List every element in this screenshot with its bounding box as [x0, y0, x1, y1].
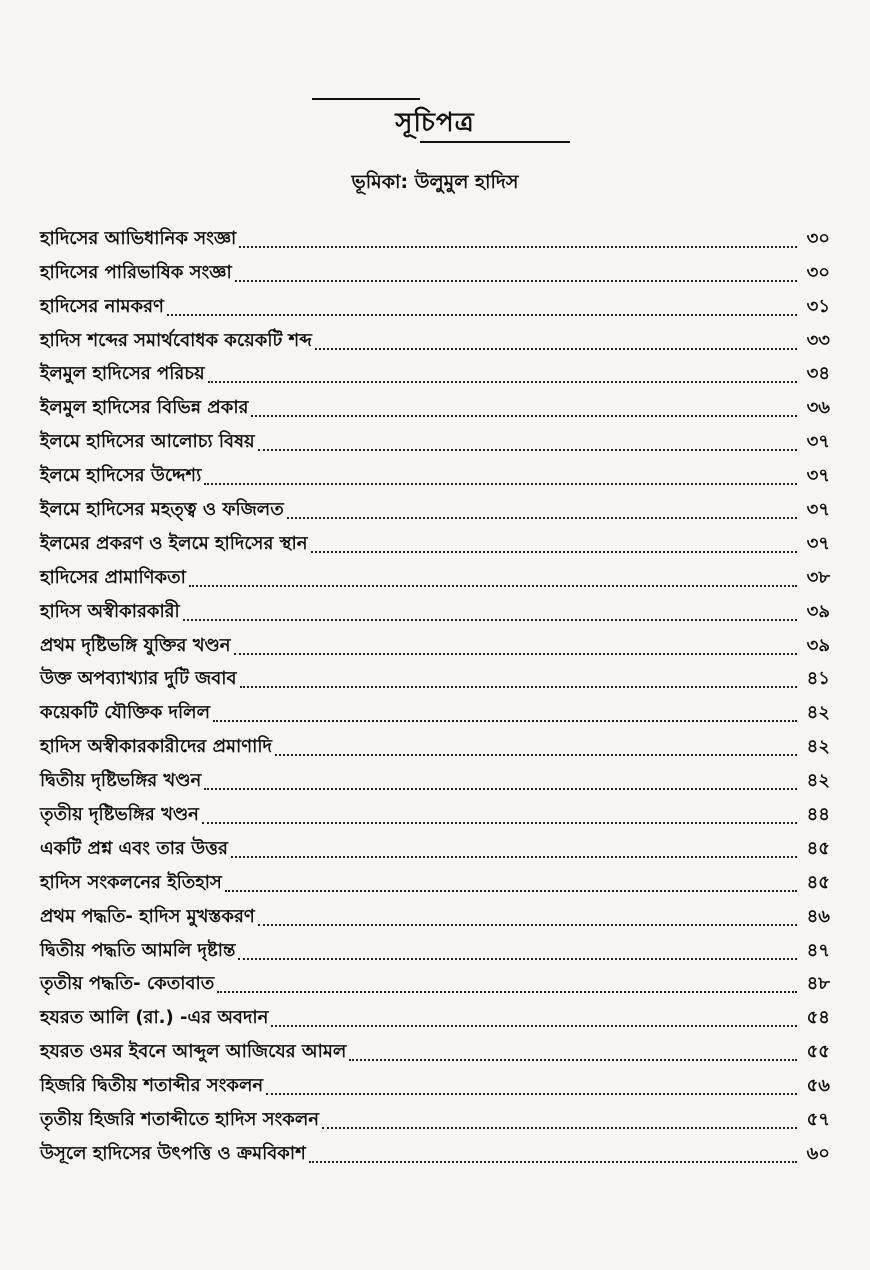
toc-entry	[40, 221, 830, 255]
toc-dot-leader	[213, 720, 797, 722]
bleed-through-text	[270, 34, 274, 50]
section-heading: ভূমিকা: উলুমুল হাদিস	[351, 171, 519, 193]
toc-entry	[40, 729, 830, 763]
toc-entry-title: হিজরি দ্বিতীয় শতাব্দীর সংকলন	[40, 1075, 264, 1097]
toc-entry-title: কয়েকটি যৌক্তিক দলিল	[40, 702, 210, 724]
toc-entry-page: ৫৭	[806, 1109, 830, 1131]
toc-entry-title: প্রথম দৃষ্টিভঙ্গি যুক্তির খণ্ডন	[40, 634, 231, 656]
toc-dot-leader	[235, 280, 797, 282]
toc-entry	[40, 424, 830, 458]
toc-dot-leader	[309, 1161, 797, 1163]
toc-dot-leader	[322, 1127, 797, 1129]
toc-entry-page: ৫৬	[806, 1075, 830, 1097]
toc-entry	[40, 289, 830, 323]
toc-dot-leader	[202, 822, 797, 824]
toc-dot-leader	[315, 348, 797, 350]
toc-entry-page: ৪৫	[806, 837, 830, 859]
toc-dot-leader	[240, 686, 797, 688]
toc-entry-page: ৩৭	[806, 532, 830, 554]
toc-dot-leader	[238, 958, 797, 960]
toc-entry-title: হাদিস অস্বীকারকারীদের প্রমাণাদি	[40, 736, 272, 758]
toc-entry-page: ৩০	[806, 261, 830, 283]
toc-entry-title: ইলমের প্রকরণ ও ইলমে হাদিসের স্থান	[40, 532, 308, 554]
toc-entry-page: ৫৫	[806, 1041, 830, 1063]
toc-entry	[40, 865, 830, 899]
toc-entry-title: তৃতীয় হিজরি শতাব্দীতে হাদিস সংকলন	[40, 1109, 320, 1131]
toc-entry-title: দ্বিতীয় দৃষ্টিভঙ্গির খণ্ডন	[40, 770, 202, 792]
toc-entry-page: ৩৪	[806, 363, 830, 385]
toc-entry-page: ৪৫	[806, 871, 830, 893]
toc-entry-page: ৩০	[806, 227, 830, 249]
toc-entry-title: তৃতীয় পদ্ধতি- কেতাবাত	[40, 973, 215, 995]
title-rule-bottom	[420, 141, 570, 143]
toc-dot-leader	[258, 449, 797, 451]
toc-entry	[40, 695, 830, 729]
table-of-contents	[40, 221, 830, 1170]
toc-entry	[40, 662, 830, 696]
toc-entry	[40, 357, 830, 391]
toc-entry-page: ৪২	[806, 736, 830, 758]
title-rule-top	[312, 98, 420, 100]
toc-entry	[40, 797, 830, 831]
toc-entry-page: ৬০	[806, 1142, 830, 1164]
toc-entry-title: হাদিসের নামকরণ	[40, 295, 164, 317]
toc-entry-title: হাদিসের পারিভাষিক সংজ্ঞা	[40, 261, 232, 283]
toc-entry-title: একটি প্রশ্ন এবং তার উত্তর	[40, 837, 228, 859]
toc-dot-leader	[271, 1025, 797, 1027]
toc-entry	[40, 492, 830, 526]
toc-dot-leader	[231, 856, 797, 858]
toc-entry-title: হযরত ওমর ইবনে আব্দুল আজিযের আমল	[40, 1041, 347, 1063]
toc-entry	[40, 560, 830, 594]
toc-entry-title: হযরত আলি (রা.) -এর অবদান	[40, 1007, 269, 1029]
toc-entry	[40, 458, 830, 492]
toc-entry	[40, 390, 830, 424]
toc-dot-leader	[204, 483, 797, 485]
toc-entry-page: ৩৯	[806, 600, 830, 622]
toc-entry	[40, 899, 830, 933]
toc-entry-title: হাদিস সংকলনের ইতিহাস	[40, 871, 222, 893]
toc-dot-leader	[208, 381, 797, 383]
toc-entry-title: ইলমুল হাদিসের বিভিন্ন প্রকার	[40, 397, 249, 419]
toc-entry	[40, 1102, 830, 1136]
toc-entry	[40, 323, 830, 357]
toc-entry-title: হাদিস অস্বীকারকারী	[40, 600, 180, 622]
toc-entry	[40, 1000, 830, 1034]
toc-dot-leader	[311, 551, 798, 553]
toc-entry-page: ৫৪	[806, 1007, 830, 1029]
toc-dot-leader	[204, 788, 797, 790]
toc-entry-page: ৩৭	[806, 465, 830, 487]
toc-dot-leader	[239, 246, 797, 248]
toc-entry	[40, 967, 830, 1001]
toc-dot-leader	[275, 754, 797, 756]
toc-entry-title: উক্ত অপব্যাখ্যার দুটি জবাব	[40, 668, 237, 690]
toc-entry	[40, 1068, 830, 1102]
toc-entry-page: ৩৭	[806, 431, 830, 453]
toc-entry-title: ইলমে হাদিসের আলোচ্য বিষয়	[40, 431, 255, 453]
toc-entry-page: ৩৬	[806, 397, 830, 419]
toc-entry	[40, 1034, 830, 1068]
toc-entry-page: ৩৩	[806, 329, 830, 351]
toc-dot-leader	[217, 991, 797, 993]
toc-dot-leader	[234, 653, 797, 655]
toc-dot-leader	[251, 415, 797, 417]
toc-dot-leader	[258, 924, 797, 926]
toc-entry-title: ইলমুল হাদিসের পরিচয়	[40, 363, 205, 385]
toc-entry-page: ৪৬	[806, 905, 830, 927]
toc-entry-title: প্রথম পদ্ধতি- হাদিস মুখস্তকরণ	[40, 905, 255, 927]
toc-entry-page: ৪৮	[806, 973, 830, 995]
toc-dot-leader	[225, 890, 797, 892]
toc-entry-title: উসূলে হাদিসের উৎপত্তি ও ক্রমবিকাশ	[40, 1142, 306, 1164]
toc-dot-leader	[189, 585, 797, 587]
toc-entry	[40, 933, 830, 967]
toc-entry-page: ৩৯	[806, 634, 830, 656]
toc-entry-title: হাদিসের প্রামাণিকতা	[40, 566, 186, 588]
toc-entry-page: ৩১	[806, 295, 830, 317]
toc-dot-leader	[287, 517, 797, 519]
toc-entry	[40, 831, 830, 865]
toc-entry	[40, 1136, 830, 1170]
toc-entry-title: তৃতীয় দৃষ্টিভঙ্গির খণ্ডন	[40, 804, 199, 826]
toc-dot-leader	[349, 1059, 797, 1061]
toc-entry-title: ইলমে হাদিসের উদ্দেশ্য	[40, 465, 202, 487]
toc-entry-page: ৪২	[806, 702, 830, 724]
toc-entry	[40, 628, 830, 662]
toc-entry-title: ইলমে হাদিসের মহত্ত্ব ও ফজিলত	[40, 499, 284, 521]
toc-entry-page: ৪২	[806, 770, 830, 792]
toc-entry	[40, 526, 830, 560]
toc-entry	[40, 763, 830, 797]
page-title: সূচিপত্র	[395, 108, 475, 138]
toc-dot-leader	[266, 1093, 797, 1095]
toc-entry-page: ৪১	[806, 668, 830, 690]
toc-entry-title: হাদিস শব্দের সমার্থবোধক কয়েকটি শব্দ	[40, 329, 312, 351]
toc-dot-leader	[167, 314, 797, 316]
toc-entry	[40, 594, 830, 628]
toc-entry-page: ৩৭	[806, 499, 830, 521]
toc-entry	[40, 255, 830, 289]
toc-entry-page: ৪৪	[806, 804, 830, 826]
toc-entry-page: ৩৮	[806, 566, 830, 588]
toc-entry-title: হাদিসের আভিধানিক সংজ্ঞা	[40, 227, 237, 249]
toc-dot-leader	[183, 619, 797, 621]
toc-entry-page: ৪৭	[806, 939, 830, 961]
toc-entry-title: দ্বিতীয় পদ্ধতি আমলি দৃষ্টান্ত	[40, 939, 236, 961]
